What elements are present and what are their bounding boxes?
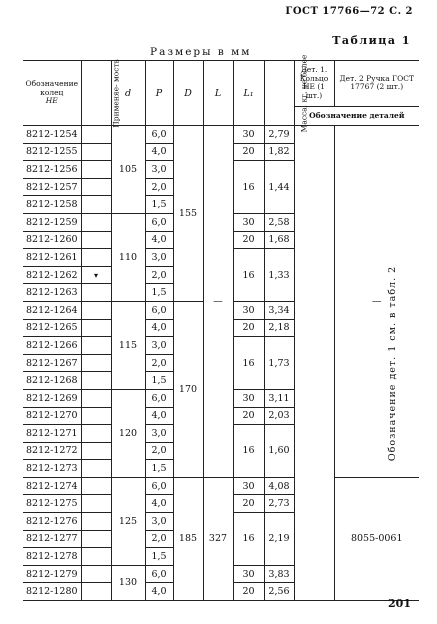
row-applicability [81,161,111,179]
cell-l1: 20 [233,319,264,337]
col-designation-sub: НЕ [45,96,58,106]
cell-p: 1,5 [145,548,173,566]
row-applicability [81,389,111,407]
standard-header: ГОСТ 17766—72 С. 2 [285,6,413,17]
cell-mass: 2,18 [264,319,294,337]
cell-d: 110 [111,213,145,301]
cell-p: 6,0 [145,213,173,231]
cell-mass: 2,79 [264,126,294,144]
cell-l1: 20 [233,143,264,161]
row-applicability [81,266,111,284]
cell-p: 2,0 [145,530,173,548]
row-applicability [81,530,111,548]
row-applicability [81,284,111,302]
cell-p: 3,0 [145,337,173,355]
cell-l1: 30 [233,301,264,319]
row-code: 8212-1278 [23,548,81,566]
cell-p: 1,5 [145,196,173,214]
row-applicability [81,301,111,319]
row-code: 8212-1263 [23,284,81,302]
col-l1-header: L₁ [233,61,264,126]
col-designation-label: Обозначение колец [25,79,79,97]
cell-mass: 3,11 [264,389,294,407]
cell-p: 6,0 [145,565,173,583]
row-applicability [81,337,111,355]
cell-mass: 2,58 [264,213,294,231]
col-mass-header [264,54,308,132]
cell-l1: 30 [233,389,264,407]
cell-mass: 4,08 [264,477,294,495]
col-det2-header: Дет. 2 Ручка ГОСТ 17767 (2 шт.) [334,61,419,107]
cell-p: 1,5 [145,284,173,302]
col-mass-label: Масса, кг, не более [298,54,308,132]
cell-bigd: 155 [173,126,203,302]
cell-p: 4,0 [145,583,173,601]
cell-mass: 1,73 [264,337,294,390]
cell-p: 2,0 [145,266,173,284]
cell-mass: 3,34 [264,301,294,319]
tick-mark-icon: ▾ [93,270,98,280]
det2-value: — [334,126,419,478]
row-code: 8212-1279 [23,565,81,583]
table-row [23,477,419,495]
row-code: 8212-1260 [23,231,81,249]
cell-l1: 30 [233,126,264,144]
cell-l: 327 [203,477,233,600]
row-applicability [81,196,111,214]
det1-note-text: Обозначение дет. 1 см. в табл. 2 [386,265,398,461]
cell-d: 105 [111,126,145,214]
row-code: 8212-1268 [23,372,81,390]
cell-p: 4,0 [145,495,173,513]
row-code: 8212-1273 [23,460,81,478]
cell-p: 6,0 [145,301,173,319]
cell-mass: 1,60 [264,425,294,478]
row-code: 8212-1267 [23,354,81,372]
cell-l1: 16 [233,513,264,566]
cell-mass: 1,44 [264,161,294,214]
table-row [23,126,419,144]
cell-p: 2,0 [145,442,173,460]
col-p-header: P [145,61,173,126]
cell-p: 4,0 [145,407,173,425]
cell-d: 125 [111,477,145,565]
row-applicability [81,477,111,495]
cell-bigd: 170 [173,301,203,477]
cell-p: 1,5 [145,460,173,478]
cell-bigd: 185 [173,477,203,600]
row-code: 8212-1257 [23,178,81,196]
cell-p: 4,0 [145,319,173,337]
row-applicability [81,319,111,337]
cell-l1: 20 [233,583,264,601]
row-applicability [81,407,111,425]
row-applicability [81,372,111,390]
row-applicability [81,442,111,460]
row-applicability [81,460,111,478]
row-applicability [81,354,111,372]
cell-mass: 2,03 [264,407,294,425]
row-code: 8212-1265 [23,319,81,337]
cell-l1: 20 [233,407,264,425]
col-designation-header [23,61,81,126]
cell-l1: 16 [233,161,264,214]
row-applicability [81,231,111,249]
page-number: 201 [388,597,411,610]
row-code: 8212-1272 [23,442,81,460]
parts-designation-header: Обозначение деталей [294,106,419,125]
row-code: 8212-1254 [23,126,81,144]
row-applicability [81,126,111,144]
cell-l1: 30 [233,477,264,495]
row-code: 8212-1262 [23,266,81,284]
cell-mass: 2,19 [264,513,294,566]
cell-l: — [203,126,233,478]
row-code: 8212-1258 [23,196,81,214]
cell-mass: 2,73 [264,495,294,513]
row-code: 8212-1264 [23,301,81,319]
row-code: 8212-1280 [23,583,81,601]
col-d-header: d [111,61,145,126]
col-applicability-label: Применяе- мость [111,58,121,128]
row-code: 8212-1276 [23,513,81,531]
cell-mass: 2,56 [264,583,294,601]
row-applicability [81,565,111,583]
col-bigd-header: D [173,61,203,126]
row-applicability [81,548,111,566]
row-code: 8212-1271 [23,425,81,443]
det2-value: 8055-0061 [334,477,419,600]
row-code: 8212-1270 [23,407,81,425]
row-applicability [81,249,111,267]
cell-mass: 1,82 [264,143,294,161]
cell-p: 6,0 [145,389,173,407]
cell-l1: 16 [233,425,264,478]
row-code: 8212-1277 [23,530,81,548]
cell-d: 120 [111,389,145,477]
col-l-header: L [203,61,233,126]
row-code: 8212-1274 [23,477,81,495]
cell-l1: 20 [233,231,264,249]
row-applicability [81,513,111,531]
cell-p: 6,0 [145,126,173,144]
row-code: 8212-1259 [23,213,81,231]
row-code: 8212-1269 [23,389,81,407]
row-applicability [81,495,111,513]
row-code: 8212-1266 [23,337,81,355]
col-applicability-header [81,58,121,128]
cell-p: 3,0 [145,425,173,443]
cell-l1: 30 [233,213,264,231]
row-code: 8212-1275 [23,495,81,513]
cell-p: 2,0 [145,354,173,372]
row-code: 8212-1255 [23,143,81,161]
cell-mass: 1,68 [264,231,294,249]
row-applicability [81,425,111,443]
cell-l1: 16 [233,337,264,390]
cell-d: 115 [111,301,145,389]
row-code: 8212-1261 [23,249,81,267]
cell-l1: 20 [233,495,264,513]
cell-p: 3,0 [145,249,173,267]
cell-p: 2,0 [145,178,173,196]
cell-p: 6,0 [145,477,173,495]
row-applicability [81,213,111,231]
cell-p: 4,0 [145,231,173,249]
cell-p: 3,0 [145,161,173,179]
row-code: 8212-1256 [23,161,81,179]
cell-mass: 1,33 [264,249,294,302]
cell-l1: 16 [233,249,264,302]
cell-p: 1,5 [145,372,173,390]
cell-mass: 3,83 [264,565,294,583]
cell-l1: 30 [233,565,264,583]
dimensions-table [23,54,419,601]
row-applicability [81,583,111,601]
row-applicability [81,178,111,196]
col-det1-header: Дет. 1. Кольцо НЕ (1 шт.) [294,61,334,107]
cell-d: 130 [111,565,145,600]
cell-p: 4,0 [145,143,173,161]
row-applicability [81,143,111,161]
table-title: Таблица 1 [332,34,411,47]
cell-p: 3,0 [145,513,173,531]
dimensions-caption: Размеры в мм [150,46,252,58]
